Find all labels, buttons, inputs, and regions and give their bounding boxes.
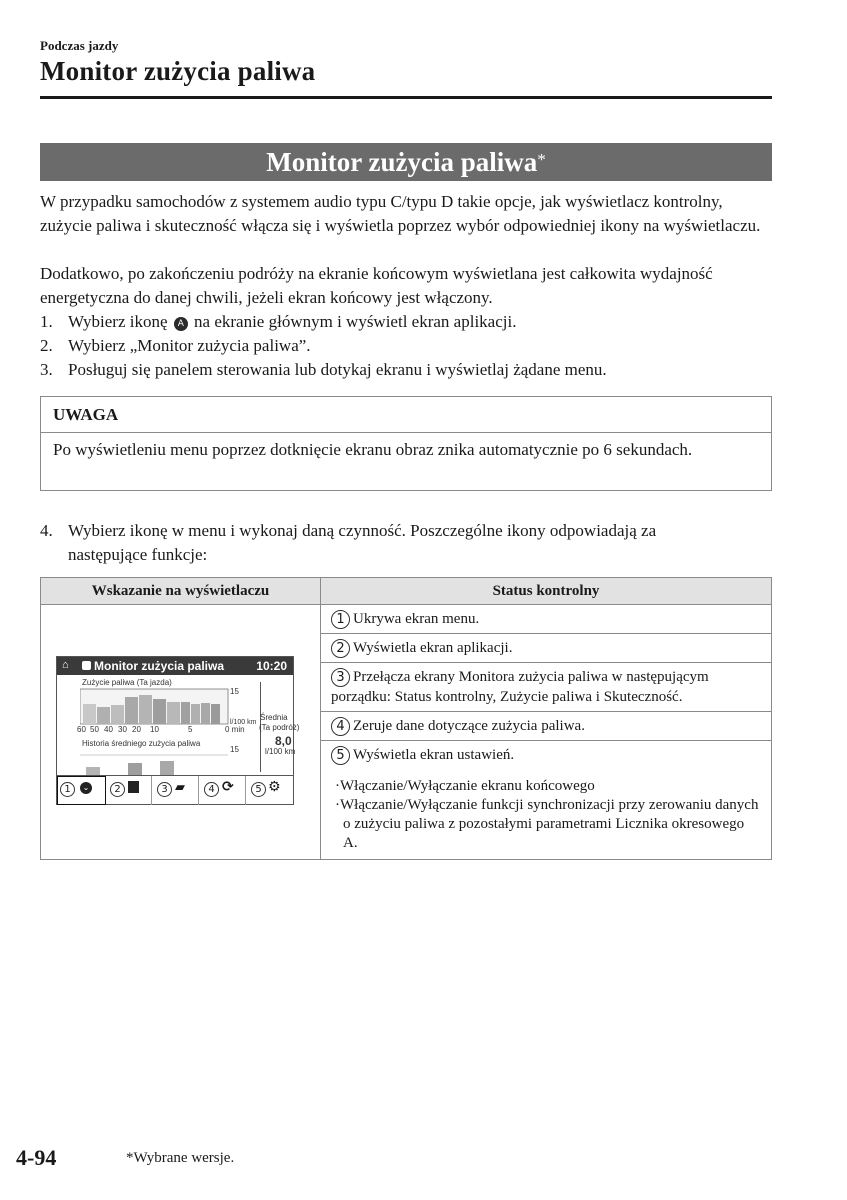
display-illustration — [56, 656, 300, 805]
page-title: Monitor zużycia paliwa — [40, 56, 316, 86]
optional-mark: * — [537, 150, 546, 169]
tick-label: 5 — [188, 725, 193, 734]
subitem: ·Włączanie/Wyłączanie ekranu końcowego — [335, 778, 595, 794]
chevron-down-icon: ⌄ — [80, 782, 92, 794]
fuel-bar — [97, 707, 110, 724]
footer-note: *Wybrane wersje. — [126, 1150, 235, 1166]
tick-label: 50 — [90, 725, 99, 734]
history-bar — [160, 761, 174, 775]
subitem: ·Włączanie/Wyłączanie funkcji synchronizacji przy zerowaniu danych o zużyciu paliwa z pozostałymi parametrami Licznika okresowego A. — [335, 797, 759, 851]
step-text: Wybierz ikonę — [68, 312, 168, 331]
status-text: Ukrywa ekran menu. — [353, 611, 480, 627]
display-menu-buttons — [57, 775, 293, 805]
tick-label: 60 — [77, 725, 86, 734]
status-text: Wyświetla ekran ustawień. — [353, 747, 515, 763]
callout-number: 3 — [157, 782, 172, 797]
step-2 — [40, 334, 775, 358]
callout-number: 1 — [60, 782, 75, 797]
status-row-4 — [321, 712, 772, 741]
fuel-bar — [181, 702, 190, 724]
fuel-bar — [139, 695, 152, 724]
tick-label: 10 — [150, 725, 159, 734]
average-unit: l/100 km — [265, 747, 296, 756]
status-row-1 — [321, 605, 772, 634]
step-text: Posługuj się panelem sterowania lub dotykaj ekranu i wyświetlaj żądane menu. — [68, 360, 607, 379]
display-title-bar — [57, 657, 293, 675]
average-label: Średnia — [260, 713, 288, 722]
tick-label: 40 — [104, 725, 113, 734]
app-icon: A — [174, 317, 188, 331]
hide-menu-button[interactable] — [57, 776, 106, 805]
section-label: Podczas jazdy — [40, 38, 119, 53]
callout-number: 4 — [331, 717, 350, 736]
chart2-label: Historia średniego zużycia paliwa — [82, 739, 201, 748]
reset-icon: ⟳ — [222, 778, 234, 794]
step-1 — [40, 310, 775, 334]
status-text: Wyświetla ekran aplikacji. — [353, 640, 513, 656]
callout-number: 5 — [331, 746, 350, 765]
step-text: Wybierz „Monitor zużycia paliwa”. — [68, 336, 311, 355]
table-row — [41, 605, 772, 634]
app-icon — [128, 781, 139, 793]
callout-number: 2 — [331, 639, 350, 658]
chart2-scale-max: 15 — [230, 745, 239, 754]
tick-label: 30 — [118, 725, 127, 734]
home-icon: ⌂ — [62, 659, 69, 671]
fuel-bar — [167, 702, 180, 724]
gear-icon: ⚙ — [268, 778, 281, 794]
history-bar — [86, 767, 100, 775]
note-text: Po wyświetleniu menu poprzez dotknięcie ekranu obraz znika automatycznie po 6 sekundach. — [53, 440, 693, 459]
display-cell — [41, 605, 321, 860]
fuel-bar — [125, 697, 138, 724]
table-header-row — [41, 578, 772, 605]
x-axis-ticks — [77, 725, 257, 734]
app-icon — [82, 661, 91, 670]
reset-button[interactable] — [198, 776, 246, 805]
step-number: 3. — [40, 360, 53, 379]
fuel-bar — [83, 704, 96, 724]
callout-number: 2 — [110, 782, 125, 797]
settings-button[interactable] — [245, 776, 292, 805]
fuel-bar-chart — [80, 687, 230, 725]
intro-paragraph-1: W przypadku samochodów z systemem audio typu C/typu D takie opcje, jak wyświetlacz kontrolny, zużycie paliwa i skuteczność włącza się i wyświetla poprzez wybór odpowiedniej ikony na wyświetlaczu. — [40, 192, 761, 235]
subitem-text: Włączanie/Wyłączanie ekranu końcowego — [340, 778, 595, 794]
fuel-bar — [153, 699, 166, 724]
history-bar — [128, 763, 142, 775]
step-text: Wybierz ikonę w menu i wykonaj daną czynność. Poszczególne ikony odpowiadają za — [68, 521, 657, 540]
step-text-continued: następujące funkcje: — [68, 545, 208, 564]
chart1-label: Zużycie paliwa (Ta jazda) — [82, 678, 172, 687]
display-clock: 10:20 — [256, 659, 287, 673]
step-4 — [40, 519, 775, 567]
note-box — [40, 396, 772, 491]
section-banner — [40, 143, 772, 181]
step-3 — [40, 358, 775, 382]
status-table — [40, 577, 772, 860]
switch-screens-icon: ▰ — [175, 779, 185, 794]
tick-label: 0 min — [225, 725, 245, 734]
intro-paragraph-2: Dodatkowo, po zakończeniu podróży na ekranie końcowym wyświetlana jest całkowita wydajność energetyczna do danej chwili, jeżeli ekran końcowy jest włączony. — [40, 264, 713, 307]
banner-title: Monitor zużycia paliwa — [266, 147, 538, 177]
status-text: Zeruje dane dotyczące zużycia paliwa. — [353, 718, 585, 734]
history-bar-chart — [80, 749, 230, 775]
step-number: 2. — [40, 336, 53, 355]
subitem-text: Włączanie/Wyłączanie funkcji synchronizacji przy zerowaniu danych o zużyciu paliwa z pozostałymi parametrami Licznika okresowego A. — [340, 797, 759, 851]
page-number: 4-94 — [16, 1145, 57, 1170]
status-row-3 — [321, 663, 772, 712]
callout-number: 1 — [331, 610, 350, 629]
status-row-5 — [321, 741, 772, 770]
callout-number: 3 — [331, 668, 350, 687]
status-text: Przełącza ekrany Monitora zużycia paliwa w następującym porządku: Status kontrolny, Zużycie paliwa i Skuteczność. — [331, 669, 709, 705]
table-header-status: Status kontrolny — [321, 578, 772, 605]
app-screen-button[interactable] — [104, 776, 152, 805]
settings-subitems — [321, 769, 772, 860]
note-heading: UWAGA — [41, 397, 771, 433]
title-rule — [40, 96, 772, 99]
step-text: na ekranie głównym i wyświetl ekran aplikacji. — [194, 312, 517, 331]
switch-screen-button[interactable] — [151, 776, 199, 805]
step-number: 4. — [40, 521, 53, 540]
callout-number: 5 — [251, 782, 266, 797]
fuel-bar — [201, 703, 210, 724]
tick-label: 20 — [132, 725, 141, 734]
chart1-scale-max: 15 — [230, 687, 239, 696]
chart1-unit: l/100 km — [230, 719, 257, 726]
status-row-2 — [321, 634, 772, 663]
fuel-bar — [211, 704, 220, 724]
average-sublabel: (Ta podróż) — [259, 723, 300, 732]
fuel-bar — [111, 705, 124, 724]
display-title: Monitor zużycia paliwa — [94, 659, 225, 673]
average-value: 8,0 — [275, 734, 292, 748]
step-number: 1. — [40, 312, 53, 331]
fuel-bar — [191, 704, 200, 724]
table-header-display: Wskazanie na wyświetlaczu — [41, 578, 321, 605]
callout-number: 4 — [204, 782, 219, 797]
